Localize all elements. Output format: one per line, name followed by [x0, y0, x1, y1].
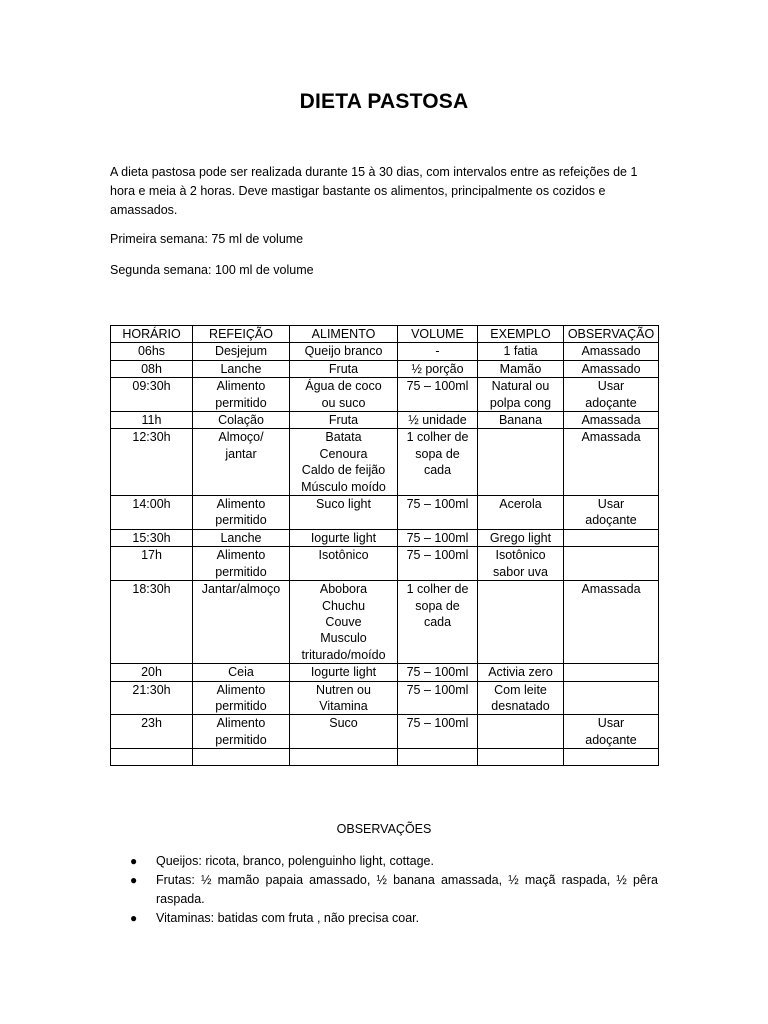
table-cell: [398, 749, 478, 766]
table-cell: Desjejum: [193, 343, 290, 360]
table-row: [111, 581, 659, 664]
table-cell: Acerola: [478, 496, 564, 530]
table-cell: 14:00h: [111, 496, 193, 530]
table-cell: Colação: [193, 412, 290, 429]
table-row: [111, 360, 659, 377]
table-cell: 1 fatia: [478, 343, 564, 360]
list-item-text: Frutas: ½ mamão papaia amassado, ½ banana amassada, ½ maçã raspada, ½ pêra raspada.: [156, 873, 658, 906]
table-cell: Natural ou polpa cong: [478, 378, 564, 412]
table-cell: Batata Cenoura Caldo de feijão Músculo moído: [290, 429, 398, 496]
table-cell: [564, 749, 659, 766]
table-row: [111, 529, 659, 546]
table-cell: ½ porção: [398, 360, 478, 377]
table-cell: Suco light: [290, 496, 398, 530]
table-cell: Usar adoçante: [564, 715, 659, 749]
column-header: HORÁRIO: [111, 326, 193, 343]
table-cell: 15:30h: [111, 529, 193, 546]
table-cell: [478, 429, 564, 496]
table-cell: Lanche: [193, 360, 290, 377]
table-cell: Amassada: [564, 429, 659, 496]
table-cell: Água de coco ou suco: [290, 378, 398, 412]
table-cell: Amassado: [564, 343, 659, 360]
table-cell: 75 – 100ml: [398, 529, 478, 546]
table-cell: Alimento permitido: [193, 378, 290, 412]
table-cell: 75 – 100ml: [398, 547, 478, 581]
table-cell: Alimento permitido: [193, 547, 290, 581]
column-header: ALIMENTO: [290, 326, 398, 343]
table-cell: [478, 581, 564, 664]
table-cell: Almoço/ jantar: [193, 429, 290, 496]
list-item: [130, 852, 658, 871]
table-cell: Isotônico: [290, 547, 398, 581]
table-cell: 20h: [111, 664, 193, 681]
table-row: [111, 681, 659, 715]
table-cell: Usar adoçante: [564, 378, 659, 412]
table-cell: 18:30h: [111, 581, 193, 664]
table-cell: [564, 664, 659, 681]
table-cell: Lanche: [193, 529, 290, 546]
column-header: VOLUME: [398, 326, 478, 343]
table-cell: Iogurte light: [290, 664, 398, 681]
list-item: [130, 871, 658, 909]
table-cell: [564, 529, 659, 546]
table-cell: [564, 547, 659, 581]
week2-text: Segunda semana: 100 ml de volume: [110, 263, 314, 277]
table-cell: [290, 749, 398, 766]
table-cell: [111, 749, 193, 766]
table-cell: Com leite desnatado: [478, 681, 564, 715]
table-row: [111, 378, 659, 412]
list-item: [130, 909, 658, 928]
table-cell: 12:30h: [111, 429, 193, 496]
table-row: [111, 429, 659, 496]
table-cell: [564, 681, 659, 715]
column-header: REFEIÇÃO: [193, 326, 290, 343]
document-title: DIETA PASTOSA: [299, 90, 469, 113]
column-header: OBSERVAÇÃO: [564, 326, 659, 343]
table-cell: [478, 715, 564, 749]
table-row: [111, 715, 659, 749]
table-cell: 1 colher de sopa de cada: [398, 429, 478, 496]
table-row: [111, 664, 659, 681]
intro-paragraph: A dieta pastosa pode ser realizada durante 15 à 30 dias, com intervalos entre as refeições de 1 hora e meia à 2 horas. Deve mastigar bastante os alimentos, principalmente os cozidos e amassados.: [110, 165, 638, 217]
table-cell: Nutren ou Vitamina: [290, 681, 398, 715]
table-cell: 21:30h: [111, 681, 193, 715]
table-cell: Jantar/almoço: [193, 581, 290, 664]
table-cell: Amassado: [564, 360, 659, 377]
table-row: [111, 343, 659, 360]
table-cell: ½ unidade: [398, 412, 478, 429]
table-cell: Iogurte light: [290, 529, 398, 546]
table-cell: Fruta: [290, 412, 398, 429]
table-row: [111, 749, 659, 766]
table-cell: Amassada: [564, 412, 659, 429]
table-cell: 75 – 100ml: [398, 496, 478, 530]
table-cell: Abobora Chuchu Couve Musculo triturado/moído: [290, 581, 398, 664]
table-cell: Ceia: [193, 664, 290, 681]
table-cell: Amassada: [564, 581, 659, 664]
observations-list: [110, 852, 658, 928]
table-cell: Isotônico sabor uva: [478, 547, 564, 581]
table-cell: Activia zero: [478, 664, 564, 681]
table-cell: 08h: [111, 360, 193, 377]
table-cell: Alimento permitido: [193, 496, 290, 530]
table-cell: 1 colher de sopa de cada: [398, 581, 478, 664]
table-cell: Alimento permitido: [193, 681, 290, 715]
table-cell: [478, 749, 564, 766]
table-row: [111, 547, 659, 581]
table-row: [111, 496, 659, 530]
table-cell: Queijo branco: [290, 343, 398, 360]
table-cell: 11h: [111, 412, 193, 429]
table-cell: Mamão: [478, 360, 564, 377]
observations-title: OBSERVAÇÕES: [336, 822, 432, 836]
table-cell: 23h: [111, 715, 193, 749]
table-cell: Grego light: [478, 529, 564, 546]
list-item-text: Vitaminas: batidas com fruta , não precisa coar.: [156, 911, 420, 925]
bullet-icon: ●: [130, 873, 138, 887]
week1-text: Primeira semana: 75 ml de volume: [110, 232, 304, 246]
table-cell: Usar adoçante: [564, 496, 659, 530]
table-cell: Alimento permitido: [193, 715, 290, 749]
table-cell: Suco: [290, 715, 398, 749]
table-cell: 75 – 100ml: [398, 664, 478, 681]
table-cell: -: [398, 343, 478, 360]
table-cell: [193, 749, 290, 766]
table-cell: 75 – 100ml: [398, 715, 478, 749]
table-cell: 75 – 100ml: [398, 681, 478, 715]
table-cell: 75 – 100ml: [398, 378, 478, 412]
diet-table: [110, 325, 659, 766]
table-cell: Fruta: [290, 360, 398, 377]
table-cell: 17h: [111, 547, 193, 581]
column-header: EXEMPLO: [478, 326, 564, 343]
table-header-row: [111, 326, 659, 343]
bullet-icon: ●: [130, 854, 138, 868]
table-cell: 09:30h: [111, 378, 193, 412]
bullet-icon: ●: [130, 911, 138, 925]
table-cell: 06hs: [111, 343, 193, 360]
list-item-text: Queijos: ricota, branco, polenguinho light, cottage.: [156, 854, 434, 868]
table-row: [111, 412, 659, 429]
table-cell: Banana: [478, 412, 564, 429]
